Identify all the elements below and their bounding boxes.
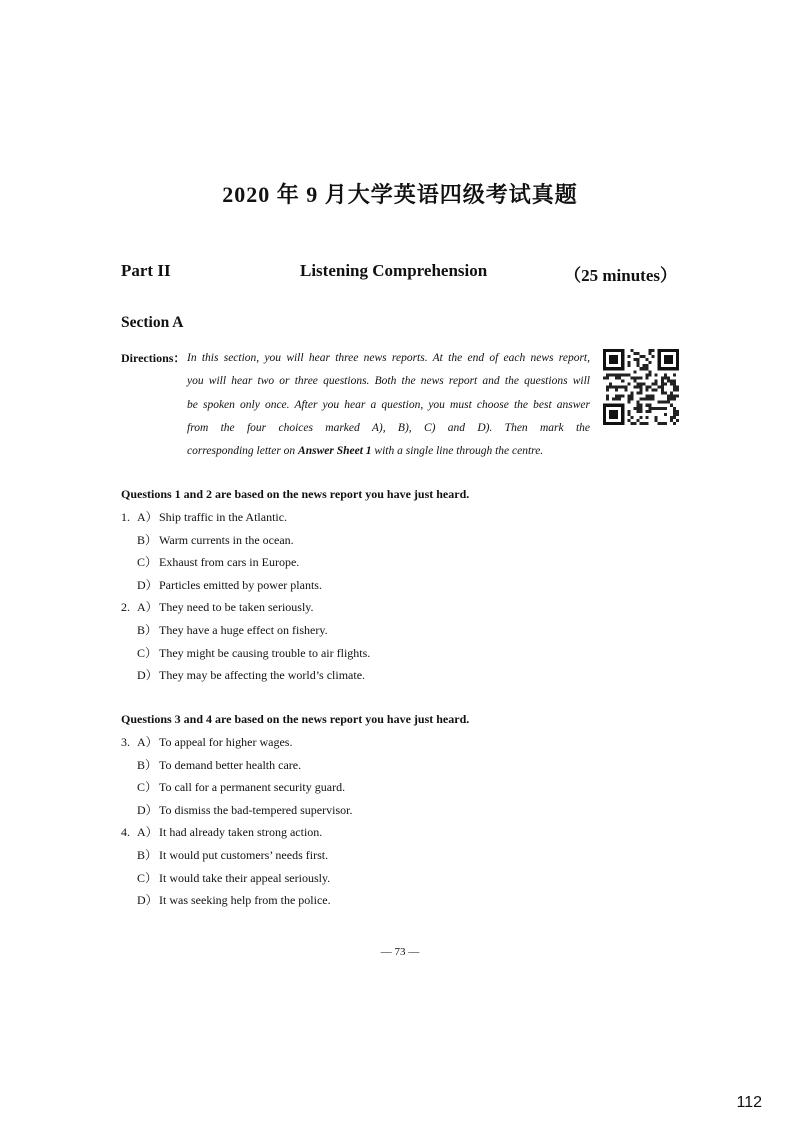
option-letter: C） bbox=[137, 780, 158, 795]
corner-page-number: 112 bbox=[736, 1094, 762, 1111]
answer-option bbox=[137, 599, 314, 615]
option-text: To demand better health care. bbox=[159, 757, 302, 772]
answer-sheet-reference: Answer Sheet 1 bbox=[298, 445, 372, 458]
directions-line: you will hear two or three questions. Both the news report and the questions will bbox=[187, 375, 590, 388]
option-letter: A） bbox=[137, 735, 158, 749]
question-group-heading: Questions 1 and 2 are based on the news report you have just heard. bbox=[121, 487, 470, 501]
option-text: They have a huge effect on fishery. bbox=[159, 623, 328, 637]
part-name: Listening Comprehension bbox=[300, 261, 488, 280]
option-text: They might be causing trouble to air flights. bbox=[159, 645, 371, 660]
option-text: It had already taken strong action. bbox=[159, 825, 323, 840]
option-letter: B） bbox=[137, 848, 158, 862]
answer-option bbox=[137, 734, 292, 750]
section-label: Section A bbox=[121, 314, 184, 331]
part-label: Part II bbox=[121, 261, 171, 280]
directions-label: Directions： bbox=[121, 351, 186, 365]
option-text: To dismiss the bad-tempered supervisor. bbox=[159, 802, 353, 817]
option-text: It was seeking help from the police. bbox=[159, 893, 331, 908]
directions-text bbox=[187, 347, 590, 463]
answer-option bbox=[137, 645, 370, 661]
option-letter: D） bbox=[137, 893, 158, 908]
option-letter: D） bbox=[137, 802, 158, 817]
answer-option bbox=[137, 577, 322, 593]
option-text: Exhaust from cars in Europe. bbox=[159, 555, 300, 570]
answer-option bbox=[137, 622, 328, 638]
option-text: Particles emitted by power plants. bbox=[159, 577, 322, 592]
answer-option bbox=[137, 532, 294, 548]
option-letter: B） bbox=[137, 623, 158, 637]
option-letter: C） bbox=[137, 555, 158, 570]
option-text: To call for a permanent security guard. bbox=[159, 780, 346, 795]
option-text: To appeal for higher wages. bbox=[159, 735, 293, 749]
option-letter: B） bbox=[137, 757, 158, 772]
option-text: It would take their appeal seriously. bbox=[159, 870, 331, 885]
part-header bbox=[121, 261, 677, 285]
directions-line bbox=[187, 440, 590, 463]
answer-option bbox=[137, 554, 299, 570]
option-text: Ship traffic in the Atlantic. bbox=[159, 510, 288, 524]
directions-line: In this section, you will hear three news reports. At the end of each news report, bbox=[187, 352, 590, 364]
option-text: They need to be taken seriously. bbox=[159, 600, 314, 615]
option-letter: A） bbox=[137, 825, 158, 840]
directions-text-part: with a single line through the centre. bbox=[371, 445, 544, 458]
question-group-heading: Questions 3 and 4 are based on the news report you have just heard. bbox=[121, 712, 470, 726]
answer-option bbox=[137, 847, 328, 863]
answer-option bbox=[137, 779, 345, 795]
question-number: 2. bbox=[121, 600, 130, 615]
answer-option bbox=[137, 892, 331, 908]
answer-option bbox=[137, 824, 322, 840]
directions-line: from the four choices marked A), B), C) and D). Then mark the bbox=[187, 421, 590, 434]
option-text: They may be affecting the world’s climate. bbox=[159, 668, 366, 683]
option-text: Warm currents in the ocean. bbox=[159, 532, 294, 547]
option-letter: D） bbox=[137, 577, 158, 592]
answer-option bbox=[137, 509, 287, 525]
question-number: 1. bbox=[121, 510, 130, 524]
question-number: 3. bbox=[121, 735, 130, 749]
answer-option bbox=[137, 667, 365, 683]
question-number: 4. bbox=[121, 825, 130, 840]
part-time: （25 minutes） bbox=[564, 266, 677, 285]
exam-title: 2020 年 9 月大学英语四级考试真题 bbox=[222, 182, 578, 207]
option-letter: A） bbox=[137, 600, 158, 615]
answer-option bbox=[137, 870, 330, 886]
option-letter: C） bbox=[137, 645, 158, 660]
option-letter: D） bbox=[137, 668, 158, 683]
answer-option bbox=[137, 802, 352, 818]
option-letter: A） bbox=[137, 510, 158, 524]
directions-text-part: corresponding letter on bbox=[187, 445, 299, 458]
answer-option bbox=[137, 757, 301, 773]
page-number: — 73 — bbox=[380, 946, 420, 958]
option-letter: B） bbox=[137, 532, 158, 547]
option-letter: C） bbox=[137, 870, 158, 885]
qr-code-icon[interactable] bbox=[603, 349, 679, 425]
option-text: It would put customers’ needs first. bbox=[159, 848, 329, 862]
directions-line: be spoken only once. After you hear a question, you must choose the best answer bbox=[187, 398, 590, 411]
